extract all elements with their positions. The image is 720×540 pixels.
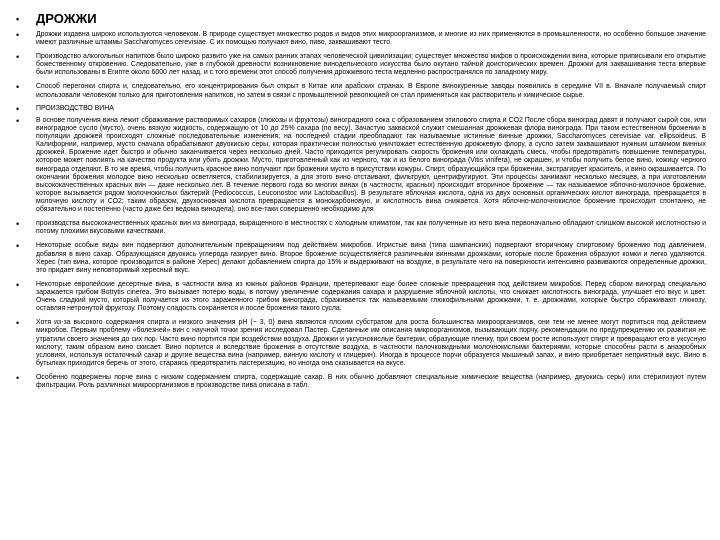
bullet-icon: • xyxy=(16,52,20,63)
paragraph-text: Дрожжи издавна широко используются человеком. В природе существует множество родов и видов этих микроорганизмов, и многие из них применяются в промышленности, но особенно большое значение имеют различные штаммы Saccharomyces cerevisiae. С их помощью получают вино, пиво, заквашивают тесто. xyxy=(36,31,706,47)
slide-title-item xyxy=(14,11,706,27)
bullet-icon: • xyxy=(16,279,20,290)
bullet-icon: • xyxy=(16,318,20,329)
paragraph-9 xyxy=(14,374,706,390)
paragraph-7 xyxy=(14,281,706,314)
paragraph-text: Особенно подвержены порче вина с низким содержанием спирта, содержащие сахар. В них обычно добавляют специальные химические вещества (например, двуокись серы) или стерилизуют путем фильтрации. Роль различных микроорганизмов в производстве пива описана в табл. xyxy=(36,374,706,390)
section-heading: ПРОИЗВОДСТВО ВИНА xyxy=(36,105,114,113)
paragraph-5 xyxy=(14,220,706,236)
paragraph-text: Некоторые европейские десертные вина, в частности вина из южных районов Франции, претерпевают еще более сложные превращения под действием микробов. Перед сбором виноград специально заражается грибом Botrytis cinerea. Это вызывает потерю воды, в потому увеличение содержания сахара и разрушение яблочной кислоты, что снижает кислотность винограда, улучшает его вкус и цвет. Очень сладкий мусто, который получается из этого зараженного грибом винограда, сбраживается так называемыми глюкофильными дрожжами, т. е. дрожжами, которые быстро сбраживают глюкозу, оставляя нетронутой фруктозу. Поэтому сладость сохраняется и после брожения такого сусла. xyxy=(36,280,706,313)
bullet-icon: • xyxy=(16,30,20,40)
bullet-icon: • xyxy=(16,373,20,383)
paragraph-3 xyxy=(14,83,706,99)
bullet-icon: • xyxy=(16,14,20,24)
paragraph-8 xyxy=(14,319,706,368)
paragraph-1 xyxy=(14,31,706,47)
bullet-icon: • xyxy=(16,241,20,252)
paragraph-text: Производство алкогольных напитков было широко развито уже на самых ранних этапах человеческой цивилизации; существует множество мифов о происхождении вина, которые приписывали его открытие божественному откровению. Следовательно, уже в глубокой древности возникновение винодельческого искусства было окутано тайной доисторических времен. Дрожжи для заквашивания теста впервые были использованы в Египте около 6000 лет назад, и с того времени этот способ получения дрожжевого теста медленно распространялся по западному миру. xyxy=(36,53,706,77)
paragraph-text: Некоторые особые виды вин подвергают дополнительным превращениям под действием микробов. Игристые вина (типа шампанских) подвергают вторичному спиртовому брожению под давлением, добавляя в вино сахар. Образующаяся двуокись углерода газирует вино. Второе брожение осуществляется различными винными дрожжами, которые после брожения образуют комки и легко удаляются. Херес (тип вина, которое производится в районе Херес) делают добавлением спирта до 15% и выдерживают на воздухе, в результате чего на поверхности интенсивно развиваются определенные дрожжи, это придает вину неповторимый хересный вкус. xyxy=(36,242,706,274)
paragraph-text: В основе получения вина лежит сбраживание растворимых сахаров (глюкозы и фруктозы) виноградного сока с образованием этилового спирта и CO2 После сбора виноград давят и получают сырой сок, или виноградное сусло (мусто), очень вязкую жидкость, содержащую от 10 до 25% сахара (по весу). Зачастую закваской служит смешанная дрожжевая флора винограда. При таком естественном брожении в популяции дрожжей происходят сложные последовательные изменения; на последней стадии преобладают так называемые истинные винные дрожжи, Saccharomyces cerevisiae var. ellipsoideus. В Калифорнии, например, мусто сначала обрабатывают двуокисью серы, которая практически полностью уничтожает естественную дрожжевую флору, а сусло затем заквашивают нужным штаммом винных дрожжей. Брожение идет быстро и обычно заканчивается через несколько дней. Часто приходится регулировать скорость брожения или охлаждать смесь, чтобы предотвратить повышение температуры, которое может повлиять на качество продукта или убить дрожжи. Мусто, приготовленный как из черного, так и из белого винограда (Vitis vinifera), не окрашен, и чтобы получить белое вино, кожицу черного винограда отделяют. В то же время, чтобы получить красное вино получают при брожении мусто в присутствии кожуры. Спирт, образующийся при брожении, экстрагирует краситель, и вино окрашивается. По окончании брожения молодое вино несколько осветляется, стабилизируется, а для этого вино отстаивают, фильтруют, центрифугируют. Эти процессы занимают несколько месяцев, а при изготовлении высококачественных красных вин — даже несколько лет. В течение первого года во многих винах (в частности, красных) происходит вторичное брожение — так называемое яблочно-молочное брожение, которое вызывается рядом молочнокислых бактерий (Pediococcus, Leuconostoc или Lactobacillus). В результате яблочная кислота, одна из двух основных органических кислот винограда, превращается в молочную кислоту и CO2; таким образом, двухосновная кислота превращается в монокарбоновую, и кислотность вина снижается. Хотя яблочно-молочнокислое брожение происходит спонтанно, не обязательно и постепенно (часто даже без ведома винодела), оно все-таки совершенно необходимо для xyxy=(36,116,706,214)
paragraph-text: производства высококачественных красных вин из винограда, выращенного в местностях с холодным климатом, так как полученные из него вина первоначально обладают слишком высокой кислотностью и потому плохими вкусовыми качествами. xyxy=(36,220,706,236)
paragraph-4 xyxy=(14,117,706,215)
slide-title: ДРОЖЖИ xyxy=(36,11,97,26)
paragraph-6 xyxy=(14,242,706,275)
bullet-icon: • xyxy=(16,115,20,126)
paragraph-text: Способ перегонки спирта и, следовательно, его концентрирования был открыт в Китае или арабских странах. В Европе винокуренные заводы появились в середине VII в. Вначале получаемый спирт использовали человеком только для приготовления напитков, но затем в связи с промышленной революцией он стал применяться как растворитель и химическое сырье. xyxy=(36,83,706,99)
bullet-icon: • xyxy=(16,104,20,115)
paragraph-text: Хотя из-за высокого содержания спирта и низкого значения pH (~ 3, 0) вина являются плохим субстратом для роста большинства микроорганизмов, они тем не менее могут портиться под действием микробов. Первым проблему «болезней» вин с научной точки зрения исследовал Пастер. Сделанные им описания микроорганизмов, вызывающих порчу, рекомендации по предупреждению их развития не утратили своего значения до сих пор. Часто вино портится при воздействии воздуха. Дрожжи и уксуснокислые бактерии, образующие пленку, при своем росте используют спирт и превращают его в уксусную кислоту; таким образом вино скисает. Вино портится и вследствие брожения в отсутствие воздуха, в частности палочковидными молочнокислыми бактериями, которые способны расти в анаэробных условиях, используя остаточный сахар и другие вещества вина (например, винную кислоту и глицерин). Иногда в процессе порчи образуется мышиный запах, и вино приобретает неприятный вкус. Вино в бутылках приходится беречь от этого, стараясь предотвратить пастеризацию, но иногда она сказывается на вкусе. xyxy=(36,319,706,368)
bullet-list xyxy=(14,11,706,390)
paragraph-2 xyxy=(14,53,706,77)
bullet-icon: • xyxy=(16,219,20,230)
section-heading-item xyxy=(14,105,706,113)
bullet-icon: • xyxy=(16,82,20,93)
